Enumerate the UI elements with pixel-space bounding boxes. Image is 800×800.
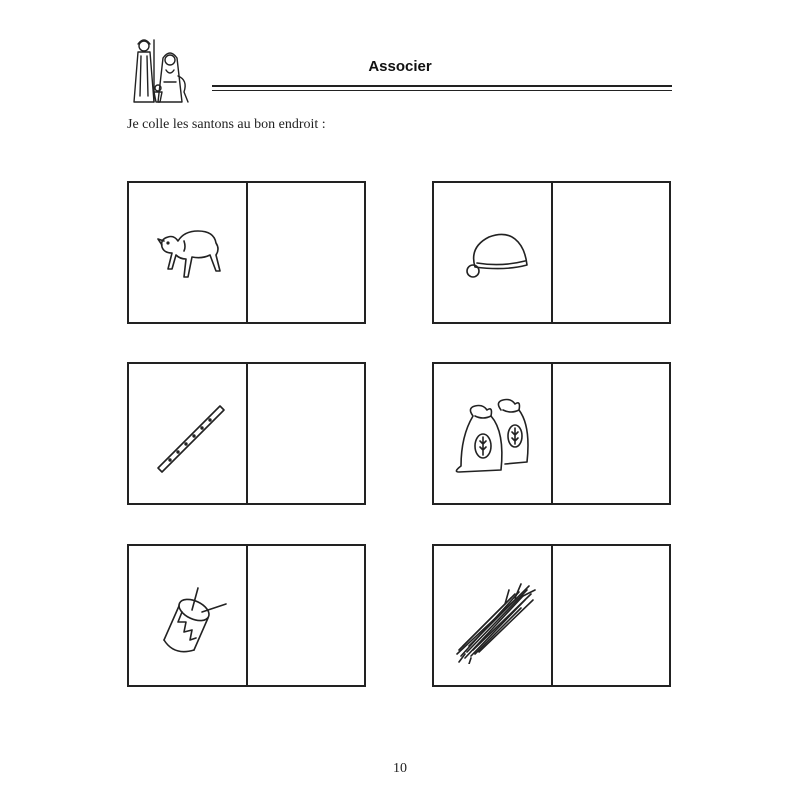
title-rule-thin <box>212 90 672 91</box>
paste-area[interactable] <box>248 183 364 322</box>
paste-area[interactable] <box>248 364 364 503</box>
hat-icon <box>445 205 541 301</box>
match-card-hat <box>432 181 671 324</box>
card-picture <box>434 183 553 322</box>
sheep-icon <box>140 205 236 301</box>
match-card-firewood <box>432 544 671 687</box>
paste-area[interactable] <box>248 546 364 685</box>
page-number: 10 <box>393 761 407 776</box>
card-picture <box>129 183 248 322</box>
card-picture <box>434 546 553 685</box>
flute-icon <box>140 386 236 482</box>
match-card-drum <box>127 544 366 687</box>
page-title: Associer <box>368 58 432 75</box>
match-card-flute <box>127 362 366 505</box>
card-picture <box>129 546 248 685</box>
paste-area[interactable] <box>553 364 669 503</box>
drum-icon <box>140 568 236 664</box>
nativity-icon <box>128 36 200 108</box>
grain-sacks-icon <box>445 386 541 482</box>
card-picture <box>129 364 248 503</box>
match-card-sheep <box>127 181 366 324</box>
paste-area[interactable] <box>553 183 669 322</box>
match-card-grain-sacks <box>432 362 671 505</box>
paste-area[interactable] <box>553 546 669 685</box>
instruction-text: Je colle les santons au bon endroit : <box>127 117 326 132</box>
firewood-bundle-icon <box>445 568 541 664</box>
title-rule <box>212 85 672 87</box>
card-picture <box>434 364 553 503</box>
